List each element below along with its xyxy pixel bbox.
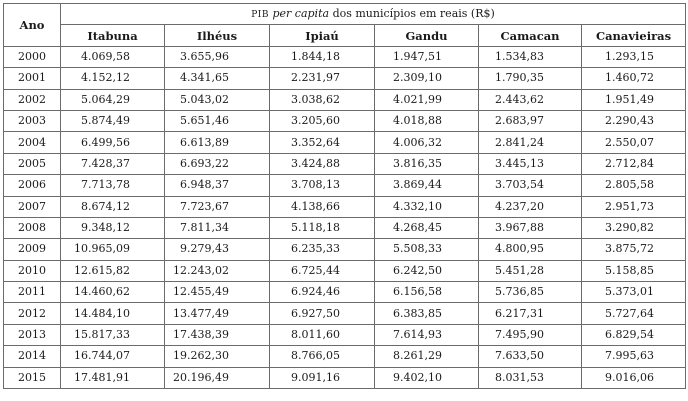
value-cell-gandu: 3.816,35 — [375, 153, 479, 174]
year-cell: 2013 — [4, 324, 61, 345]
super-header-row — [4, 4, 686, 25]
value-cell-gandu: 6.242,50 — [375, 260, 479, 281]
value-cell-ilheus: 3.655,96 — [165, 46, 270, 67]
value-cell-itabuna: 10.965,09 — [61, 239, 165, 260]
value-cell-camacan: 4.800,95 — [479, 239, 582, 260]
pib-per-capita-table — [3, 3, 686, 389]
year-column-header: Ano — [4, 4, 61, 47]
value-cell-itabuna: 14.460,62 — [61, 282, 165, 303]
value-cell-ipiau: 6.235,33 — [270, 239, 375, 260]
value-cell-ipiau: 6.924,46 — [270, 282, 375, 303]
column-header-row — [4, 25, 686, 46]
value-cell-ipiau: 4.138,66 — [270, 196, 375, 217]
column-header-gandu: Gandu — [375, 25, 479, 46]
value-cell-itabuna: 9.348,12 — [61, 217, 165, 238]
value-cell-itabuna: 5.874,49 — [61, 110, 165, 131]
value-cell-gandu: 4.018,88 — [375, 110, 479, 131]
year-cell: 2002 — [4, 89, 61, 110]
value-cell-ipiau: 9.091,16 — [270, 367, 375, 388]
value-cell-gandu: 9.402,10 — [375, 367, 479, 388]
value-cell-ipiau: 2.231,97 — [270, 68, 375, 89]
table-row — [4, 196, 686, 217]
year-cell: 2010 — [4, 260, 61, 281]
value-cell-gandu: 7.614,93 — [375, 324, 479, 345]
pib-abbrev: PIB — [251, 9, 269, 20]
pib-super-header — [61, 4, 686, 25]
value-cell-itabuna: 7.428,37 — [61, 153, 165, 174]
table-row — [4, 110, 686, 131]
table-row — [4, 46, 686, 67]
per-capita-italic: per capita — [272, 6, 330, 20]
table-row — [4, 89, 686, 110]
value-cell-ilheus: 7.811,34 — [165, 217, 270, 238]
column-header-ipiau: Ipiaú — [270, 25, 375, 46]
value-cell-gandu: 8.261,29 — [375, 346, 479, 367]
value-cell-itabuna: 8.674,12 — [61, 196, 165, 217]
year-cell: 2000 — [4, 46, 61, 67]
table-row — [4, 153, 686, 174]
value-cell-ilheus: 9.279,43 — [165, 239, 270, 260]
value-cell-itabuna: 4.069,58 — [61, 46, 165, 67]
value-cell-camacan: 7.495,90 — [479, 324, 582, 345]
value-cell-gandu: 4.006,32 — [375, 132, 479, 153]
value-cell-canavieiras: 2.951,73 — [582, 196, 686, 217]
value-cell-ipiau: 3.708,13 — [270, 175, 375, 196]
value-cell-itabuna: 6.499,56 — [61, 132, 165, 153]
value-cell-camacan: 3.703,54 — [479, 175, 582, 196]
value-cell-itabuna: 4.152,12 — [61, 68, 165, 89]
value-cell-ipiau: 5.118,18 — [270, 217, 375, 238]
table-row — [4, 68, 686, 89]
year-cell: 2007 — [4, 196, 61, 217]
column-header-itabuna: Itabuna — [61, 25, 165, 46]
value-cell-ipiau: 3.205,60 — [270, 110, 375, 131]
value-cell-camacan: 7.633,50 — [479, 346, 582, 367]
table-row — [4, 324, 686, 345]
table-row — [4, 260, 686, 281]
value-cell-canavieiras: 3.290,82 — [582, 217, 686, 238]
value-cell-ipiau: 3.038,62 — [270, 89, 375, 110]
value-cell-camacan: 3.445,13 — [479, 153, 582, 174]
value-cell-ipiau: 1.844,18 — [270, 46, 375, 67]
value-cell-camacan: 2.683,97 — [479, 110, 582, 131]
value-cell-gandu: 5.508,33 — [375, 239, 479, 260]
value-cell-ilheus: 4.341,65 — [165, 68, 270, 89]
table-row — [4, 239, 686, 260]
value-cell-ipiau: 8.766,05 — [270, 346, 375, 367]
table-row — [4, 282, 686, 303]
value-cell-ilheus: 7.723,67 — [165, 196, 270, 217]
value-cell-itabuna: 16.744,07 — [61, 346, 165, 367]
value-cell-canavieiras: 7.995,63 — [582, 346, 686, 367]
year-cell: 2006 — [4, 175, 61, 196]
value-cell-canavieiras: 2.550,07 — [582, 132, 686, 153]
value-cell-itabuna: 12.615,82 — [61, 260, 165, 281]
value-cell-itabuna: 14.484,10 — [61, 303, 165, 324]
value-cell-canavieiras: 6.829,54 — [582, 324, 686, 345]
value-cell-gandu: 4.332,10 — [375, 196, 479, 217]
super-header-rest: dos municípios em reais (R$) — [332, 6, 495, 20]
value-cell-itabuna: 15.817,33 — [61, 324, 165, 345]
value-cell-camacan: 4.237,20 — [479, 196, 582, 217]
pib-table-container — [3, 3, 686, 389]
value-cell-ipiau: 3.424,88 — [270, 153, 375, 174]
value-cell-ilheus: 19.262,30 — [165, 346, 270, 367]
value-cell-camacan: 8.031,53 — [479, 367, 582, 388]
value-cell-ilheus: 13.477,49 — [165, 303, 270, 324]
table-row — [4, 175, 686, 196]
year-cell: 2003 — [4, 110, 61, 131]
year-cell: 2015 — [4, 367, 61, 388]
year-cell: 2008 — [4, 217, 61, 238]
value-cell-canavieiras: 1.293,15 — [582, 46, 686, 67]
value-cell-camacan: 5.451,28 — [479, 260, 582, 281]
value-cell-gandu: 1.947,51 — [375, 46, 479, 67]
column-header-canavieiras: Canavieiras — [582, 25, 686, 46]
value-cell-ilheus: 12.243,02 — [165, 260, 270, 281]
value-cell-canavieiras: 2.712,84 — [582, 153, 686, 174]
value-cell-ilheus: 5.651,46 — [165, 110, 270, 131]
value-cell-canavieiras: 2.290,43 — [582, 110, 686, 131]
table-row — [4, 217, 686, 238]
value-cell-gandu: 4.021,99 — [375, 89, 479, 110]
value-cell-ilheus: 17.438,39 — [165, 324, 270, 345]
value-cell-itabuna: 7.713,78 — [61, 175, 165, 196]
value-cell-gandu: 2.309,10 — [375, 68, 479, 89]
year-cell: 2011 — [4, 282, 61, 303]
year-cell: 2012 — [4, 303, 61, 324]
value-cell-ipiau: 6.927,50 — [270, 303, 375, 324]
value-cell-camacan: 2.443,62 — [479, 89, 582, 110]
table-row — [4, 346, 686, 367]
column-header-camacan: Camacan — [479, 25, 582, 46]
table-header — [4, 4, 686, 47]
value-cell-canavieiras: 2.805,58 — [582, 175, 686, 196]
value-cell-ipiau: 3.352,64 — [270, 132, 375, 153]
value-cell-ilheus: 20.196,49 — [165, 367, 270, 388]
value-cell-canavieiras: 5.158,85 — [582, 260, 686, 281]
value-cell-canavieiras: 1.951,49 — [582, 89, 686, 110]
value-cell-camacan: 5.736,85 — [479, 282, 582, 303]
value-cell-canavieiras: 3.875,72 — [582, 239, 686, 260]
year-cell: 2001 — [4, 68, 61, 89]
value-cell-canavieiras: 9.016,06 — [582, 367, 686, 388]
table-row — [4, 303, 686, 324]
value-cell-camacan: 2.841,24 — [479, 132, 582, 153]
value-cell-gandu: 4.268,45 — [375, 217, 479, 238]
value-cell-itabuna: 5.064,29 — [61, 89, 165, 110]
value-cell-gandu: 6.383,85 — [375, 303, 479, 324]
value-cell-ilheus: 6.948,37 — [165, 175, 270, 196]
value-cell-ilheus: 12.455,49 — [165, 282, 270, 303]
table-row — [4, 367, 686, 388]
value-cell-ilheus: 6.693,22 — [165, 153, 270, 174]
value-cell-ipiau: 8.011,60 — [270, 324, 375, 345]
table-body — [4, 46, 686, 388]
value-cell-camacan: 1.790,35 — [479, 68, 582, 89]
value-cell-canavieiras: 5.373,01 — [582, 282, 686, 303]
year-cell: 2009 — [4, 239, 61, 260]
value-cell-gandu: 6.156,58 — [375, 282, 479, 303]
year-cell: 2014 — [4, 346, 61, 367]
value-cell-ilheus: 5.043,02 — [165, 89, 270, 110]
value-cell-canavieiras: 5.727,64 — [582, 303, 686, 324]
value-cell-ilheus: 6.613,89 — [165, 132, 270, 153]
column-header-ilheus: Ilhéus — [165, 25, 270, 46]
value-cell-ipiau: 6.725,44 — [270, 260, 375, 281]
value-cell-camacan: 3.967,88 — [479, 217, 582, 238]
year-cell: 2004 — [4, 132, 61, 153]
value-cell-itabuna: 17.481,91 — [61, 367, 165, 388]
value-cell-camacan: 1.534,83 — [479, 46, 582, 67]
value-cell-gandu: 3.869,44 — [375, 175, 479, 196]
year-cell: 2005 — [4, 153, 61, 174]
table-row — [4, 132, 686, 153]
value-cell-camacan: 6.217,31 — [479, 303, 582, 324]
value-cell-canavieiras: 1.460,72 — [582, 68, 686, 89]
